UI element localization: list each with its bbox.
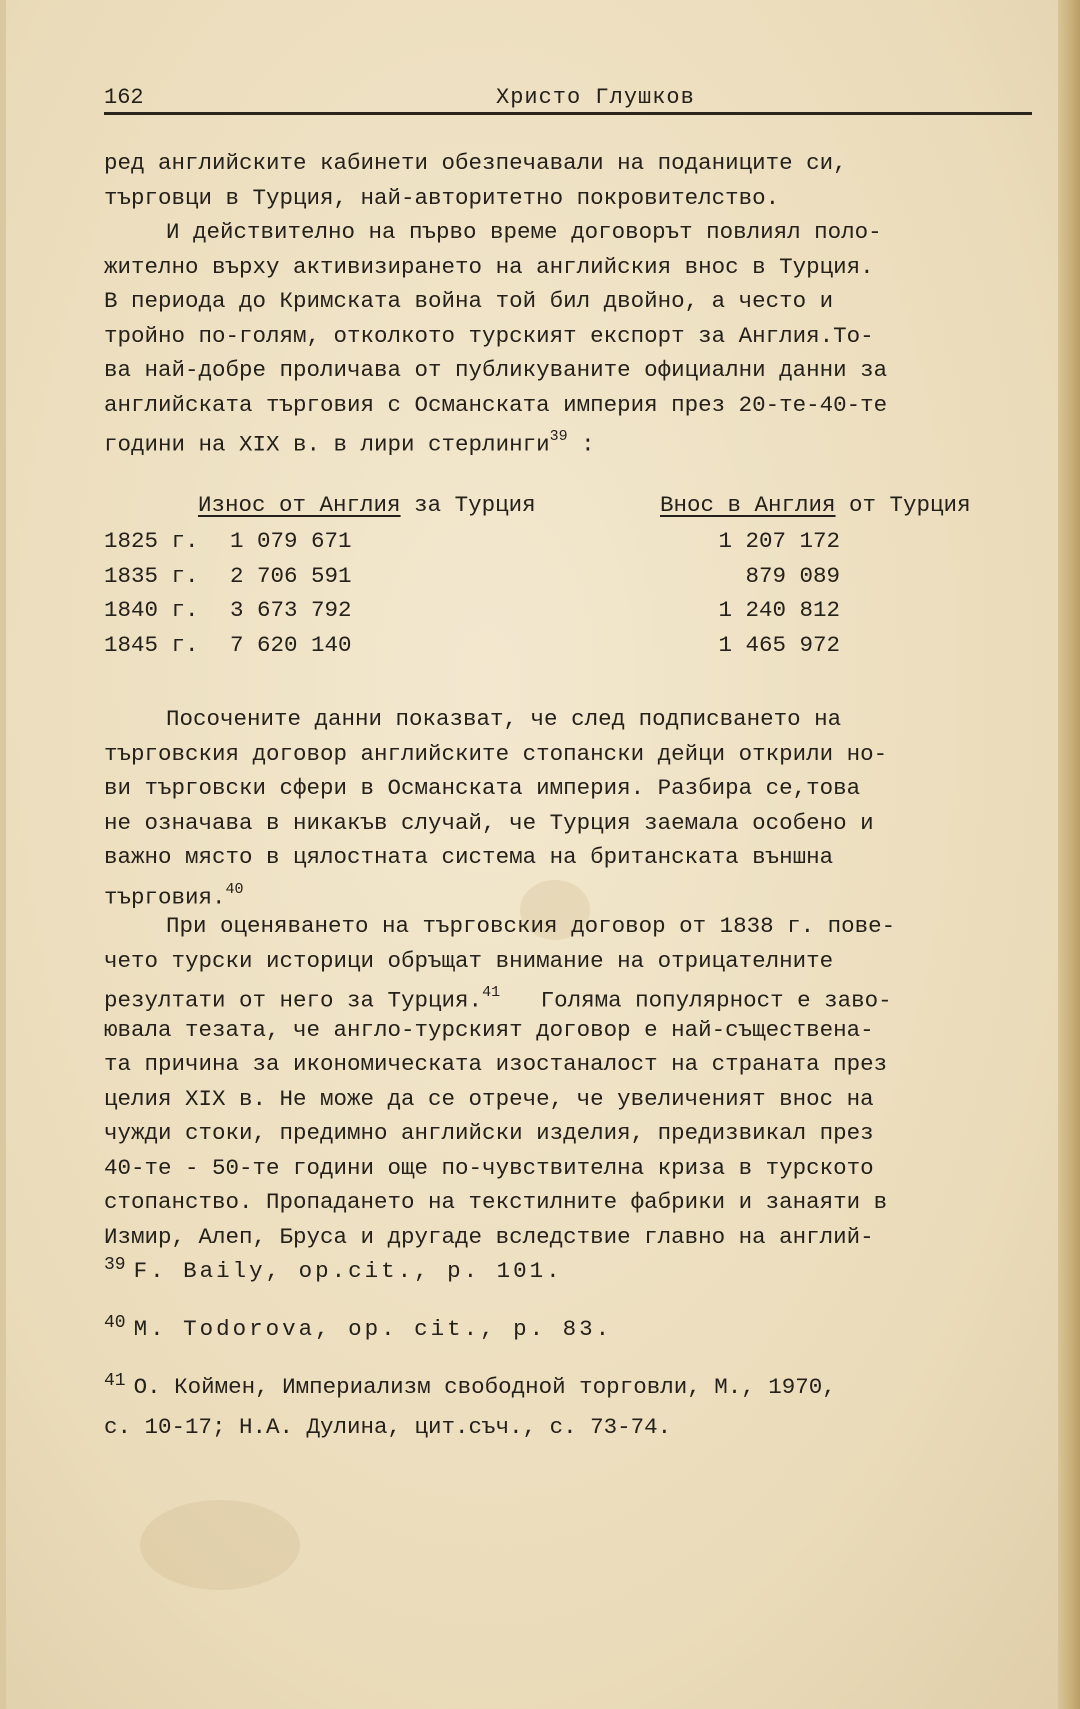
footnote-item [104, 1302, 1054, 1366]
footnote-ref: 40 [225, 880, 244, 898]
footnote-text: M. Todorova, op. cit., p. 83. [133, 1316, 613, 1342]
header-import-rest: от Турция [849, 492, 971, 518]
text-line: целия XIX в. Не може да се отрече, че увеличеният внос на [104, 1085, 874, 1112]
text-line: Посочените данни показват, че след подписването на [166, 706, 842, 732]
text-line: години на XIX в. в лири стерлинги$^{39}$ : [104, 428, 595, 458]
page-edge-right [1058, 0, 1080, 1709]
text-line: 40-те - 50-те години още по-чувствителна криза в турското [104, 1154, 874, 1181]
text-line: та причина за икономическата изостаналост на страната през [104, 1051, 888, 1077]
text-line: жително върху активизирането на английския внос в Турция. [104, 253, 874, 280]
cell-import: 879 089 [745, 562, 840, 589]
table-row [104, 563, 1032, 598]
table-row [104, 528, 1032, 563]
text-line: И действително на първо време договорът повлиял поло- [166, 219, 882, 245]
cell-export: 2 706 591 [230, 562, 352, 589]
header-export-rest: за Турция [414, 492, 536, 518]
text-segment: години на XIX в. в лири стерлинги [104, 431, 550, 458]
page-header [104, 78, 1032, 115]
text-line: ва най-добре проличава от публикуваните официални данни за [104, 357, 888, 383]
cell-year: 1825 г. [104, 528, 199, 554]
header-export-underlined: Износ от Англия [198, 492, 401, 518]
page-number: 162 [104, 85, 144, 110]
table-header [104, 492, 1032, 528]
footnote-number: 39 [104, 1255, 126, 1275]
footnote-ref: 39 [549, 428, 568, 445]
header-export [198, 492, 536, 518]
text-line: стопанство. Пропадането на текстилните фабрики и занаяти в [104, 1189, 888, 1215]
text-line: В периода до Кримската война той бил двойно, а често и [104, 288, 834, 314]
page-edge-left [0, 0, 6, 1709]
text-line [104, 875, 1032, 910]
cell-export: 1 079 671 [230, 528, 352, 554]
table-row [104, 632, 1032, 667]
text-segment: резултати от него за Турция. [104, 987, 483, 1014]
text-line: тройно по-голям, отколкото турският експорт за Англия.То- [104, 322, 874, 349]
cell-year: 1835 г. [104, 562, 199, 589]
body-text-bottom [104, 702, 1032, 1254]
cell-import: 1 240 812 [718, 597, 840, 623]
text-line: Измир, Алеп, Бруса и другаде вследствие главно на англий- [104, 1223, 874, 1250]
text-line: При оценяването на търговския договор от 1838 г. пове- [166, 913, 896, 939]
text-line: чужди стоки, предимно английски изделия, предизвикал през [104, 1120, 874, 1146]
text-line: английската търговия с Османската империя през 20-те-40-те [104, 391, 888, 418]
header-import [660, 492, 971, 518]
trade-table [104, 492, 1032, 666]
footnote-item [104, 1255, 1054, 1302]
text-line: ви търговски сфери в Османската империя. Разбира се,това [104, 775, 861, 801]
footnote-text: F. Baily, op.cit., p. 101. [133, 1258, 563, 1284]
footnote-continuation: с. 10-17; Н.А. Дулина, цит.съч., с. 73-74. [104, 1414, 672, 1440]
footnote-number: 41 [104, 1371, 126, 1391]
paper-stain [140, 1500, 300, 1590]
running-title: Христо Глушков [496, 85, 695, 110]
cell-export: 3 673 792 [230, 597, 352, 623]
cell-year: 1840 г. [104, 597, 199, 623]
footnotes [104, 1255, 1054, 1450]
cell-export: 7 620 140 [230, 631, 352, 658]
text-line: важно място в цялостната система на британската външна [104, 844, 834, 870]
footnote-item [104, 1366, 1054, 1414]
table-row [104, 597, 1032, 632]
text-line: чето турски историци обръщат внимание на отрицателните [104, 947, 834, 974]
footnote-text: О. Коймен, Империализм свободной торговли, М., 1970, [133, 1374, 836, 1400]
cell-import: 1 465 972 [718, 631, 840, 658]
cell-year: 1845 г. [104, 631, 199, 658]
text-line: търговския договор английските стопански дейци открили но- [104, 740, 888, 767]
text-segment: търговия. [104, 884, 226, 910]
text-line: ред английските кабинети обезпечавали на поданиците си, [104, 150, 847, 176]
footnote-ref: 41 [482, 984, 501, 1001]
header-import-underlined: Внос в Англия [660, 492, 836, 518]
text-line: не означава в никакъв случай, че Турция заемала особено и [104, 809, 874, 836]
text-line: ювала тезата, че англо-турският договор е най-съществена- [104, 1016, 874, 1043]
footnote-number: 40 [104, 1313, 126, 1333]
cell-import: 1 207 172 [718, 528, 840, 554]
text-line [104, 978, 1032, 1013]
text-segment: Голяма популярност е заво- [540, 987, 892, 1014]
text-line: търговци в Турция, най-авторитетно покровителство. [104, 184, 780, 211]
body-text-top [104, 146, 1032, 457]
